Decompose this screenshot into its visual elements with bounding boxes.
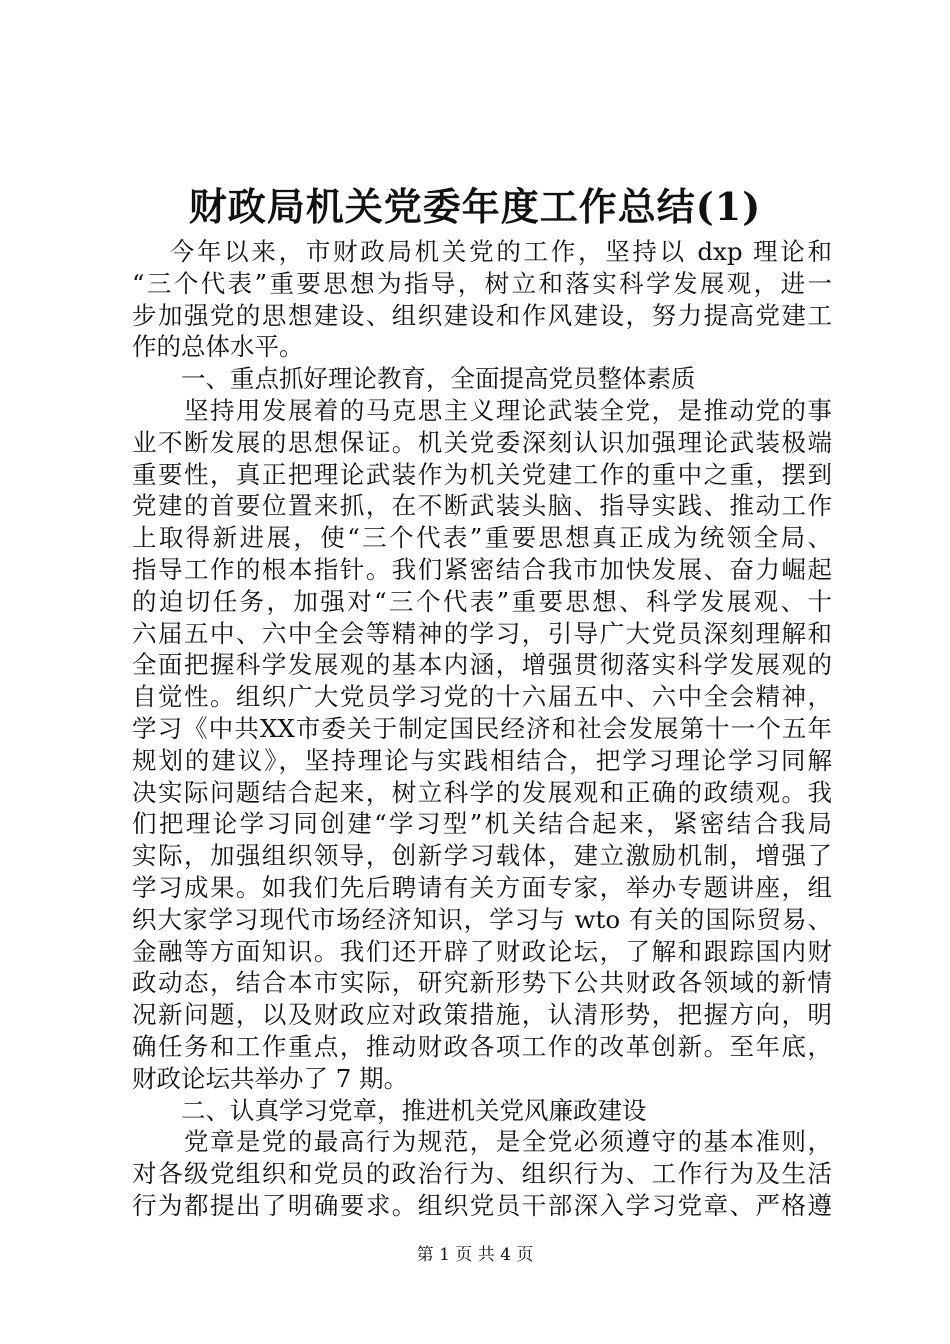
- body-line: 对各级党组织和党员的政治行为、组织行为、工作行为及生活: [132, 1159, 832, 1189]
- body-line: 学习成果。如我们先后聘请有关方面专家，举办专题讲座，组: [132, 872, 832, 902]
- body-line: 自觉性。组织广大党员学习党的十六届五中、六中全会精神，: [132, 682, 832, 712]
- body-line: 上取得新进展，使“三个代表”重要思想真正成为统领全局、: [132, 523, 832, 553]
- body-line: 作的总体水平。: [132, 332, 304, 362]
- body-line: 的迫切任务，加强对“三个代表”重要思想、科学发展观、十: [132, 586, 832, 616]
- body-line: 行为都提出了明确要求。组织党员干部深入学习党章、严格遵: [132, 1190, 832, 1220]
- body-line: 今年以来，市财政局机关党的工作，坚持以 dxp 理论和: [132, 237, 832, 266]
- body-line: “三个代表”重要思想为指导，树立和落实科学发展观，进一: [132, 268, 832, 298]
- document-title: 财政局机关党委年度工作总结(1): [188, 184, 762, 229]
- body-line: 规划的建议》，坚持理论与实践相结合，把学习理论学习同解: [132, 745, 832, 775]
- body-line: 坚持用发展着的马克思主义理论武装全党，是推动党的事: [132, 395, 832, 425]
- body-line: 六届五中、六中全会等精神的学习，引导广大党员深刻理解和: [132, 618, 832, 648]
- body-line: 政动态，结合本市实际，研究新形势下公共财政各领域的新情: [132, 968, 832, 998]
- body-line: 一、重点抓好理论教育，全面提高党员整体素质: [132, 364, 696, 394]
- body-line: 党建的首要位置来抓，在不断武装头脑、指导实践、推动工作: [132, 491, 832, 521]
- body-line: 学习《中共XX市委关于制定国民经济和社会发展第十一个五年: [132, 713, 832, 743]
- body-line: 确任务和工作重点，推动财政各项工作的改革创新。至年底，: [132, 1031, 832, 1061]
- body-line: 织大家学习现代市场经济知识，学习与 wto 有关的国际贸易、: [132, 904, 832, 934]
- body-line: 决实际问题结合起来，树立科学的发展观和正确的政绩观。我: [132, 777, 832, 807]
- body-line: 指导工作的根本指针。我们紧密结合我市加快发展、奋力崛起: [132, 554, 832, 584]
- body-line: 财政论坛共举办了 7 期。: [132, 1063, 409, 1093]
- body-line: 步加强党的思想建设、组织建设和作风建设，努力提高党建工: [132, 300, 832, 330]
- body-line: 实际，加强组织领导，创新学习载体，建立激励机制，增强了: [132, 841, 832, 871]
- body-line: 全面把握科学发展观的基本内涵，增强贯彻落实科学发展观的: [132, 650, 832, 680]
- body-line: 党章是党的最高行为规范，是全党必须遵守的基本准则，: [132, 1127, 832, 1157]
- body-line: 二、认真学习党章，推进机关党风廉政建设: [132, 1095, 647, 1125]
- page-footer: 第 1 页 共 4 页: [416, 1245, 534, 1265]
- body-line: 况新问题，以及财政应对政策措施，认清形势，把握方向，明: [132, 1000, 832, 1030]
- body-line: 金融等方面知识。我们还开辟了财政论坛，了解和跟踪国内财: [132, 936, 832, 966]
- document-body: [132, 236, 832, 1222]
- body-line: 们把理论学习同创建“学习型”机关结合起来，紧密结合我局: [132, 809, 832, 839]
- body-line: 重要性，真正把理论武装作为机关党建工作的重中之重，摆到: [132, 459, 832, 489]
- body-line: 业不断发展的思想保证。机关党委深刻认识加强理论武装极端: [132, 427, 832, 457]
